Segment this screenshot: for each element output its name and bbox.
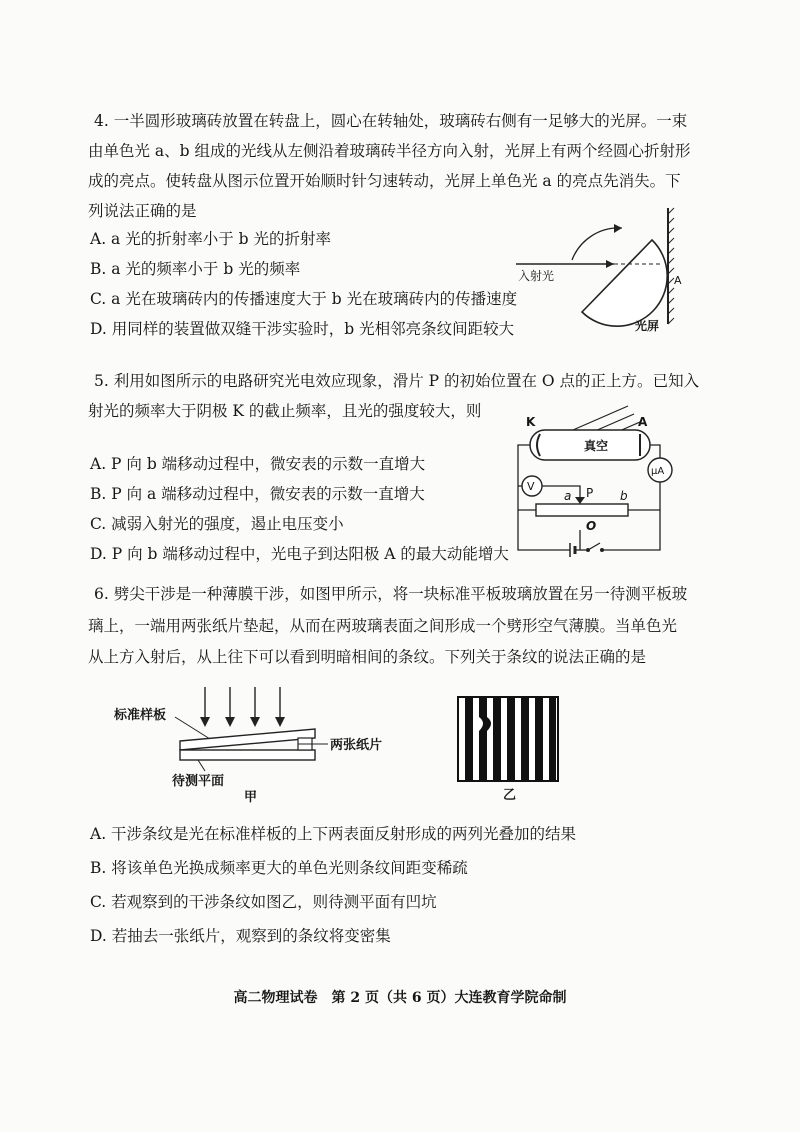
question-6-option-d: D. 若抽去一张纸片，观察到的条纹将变密集 [90,927,391,945]
question-5-option-d: D. P 向 b 端移动过程中，光电子到达阳极 A 的最大动能增大 [90,545,509,563]
q5-circuit-figure [500,400,680,565]
incident-arrows [205,687,280,725]
arrowheads-icon [200,717,285,727]
slider-p [575,497,585,504]
page-footer: 高二物理试卷 第 2 页（共 6 页）大连教育学院命制 [233,990,567,1006]
switch-lever [588,543,600,550]
q6-figure-b [455,695,565,805]
question-4-line-1: 4. 一半圆形玻璃砖放置在转盘上，圆心在转轴处，玻璃砖右侧有一足够大的光屏。一束 [94,112,688,130]
question-6-line-2: 璃上，一端用两张纸片垫起，从而在两玻璃表面之间形成一个劈形空气薄膜。当单色光 [88,617,678,635]
center-o-label: O [586,519,597,533]
rheostat [536,504,628,516]
question-6-line-1: 6. 劈尖干涉是一种薄膜干涉，如图甲所示，将一块标准平板玻璃放置在另一待测平板玻 [94,585,688,603]
figure-a-caption: 甲 [244,790,258,805]
end-b-label: b [620,489,628,503]
figure-b-caption: 乙 [503,788,517,803]
anode-label: A [638,415,648,429]
test-surface-leader [198,760,205,771]
paper-label: 两张纸片 [330,738,383,753]
vacuum-label: 真空 [584,439,609,453]
test-plate [180,750,315,760]
question-6-option-b: B. 将该单色光换成频率更大的单色光则条纹间距变稀疏 [90,859,468,877]
question-4-option-a: A. a 光的折射率小于 b 光的折射率 [90,230,331,248]
incident-light-label: 入射光 [518,269,555,283]
question-5-line-2: 射光的频率大于阴极 K 的截止频率，且光的强度较大，则 [88,402,482,420]
standard-plate [180,729,315,750]
slider-label: P [586,486,594,500]
question-4-option-d: D. 用同样的装置做双缝干涉实验时，b 光相邻亮条纹间距较大 [90,320,515,338]
question-5-line-1: 5. 利用如图所示的电路研究光电效应现象，滑片 P 的初始位置在 O 点的正上方。已知入 [94,372,700,390]
rotation-arc [572,228,622,260]
question-5-option-b: B. P 向 a 端移动过程中，微安表的示数一直增大 [90,485,425,503]
question-4-line-3: 成的亮点。使转盘从图示位置开始顺时针匀速转动，光屏上单色光 a 的亮点先消失。下 [88,172,681,190]
question-6-option-c: C. 若观察到的干涉条纹如图乙，则待测平面有凹坑 [90,893,437,911]
standard-plate-label: 标准样板 [114,708,167,723]
q4-figure [510,200,700,340]
rotation-arrow-icon [614,224,622,233]
screen-point-label: A [674,274,682,287]
question-4-line-2: 由单色光 a、b 组成的光线从左侧沿着玻璃砖半径方向入射，光屏上有两个经圆心折射形 [88,142,691,160]
screen-label: 光屏 [635,319,660,333]
question-4-option-c: C. a 光在玻璃砖内的传播速度大于 b 光在玻璃砖内的传播速度 [90,290,518,308]
question-5-option-c: C. 减弱入射光的强度，遏止电压变小 [90,515,344,533]
question-4-line-4: 列说法正确的是 [88,202,197,220]
microammeter-label: μA [651,466,665,477]
glass-brick-shape [582,240,667,326]
end-a-label: a [564,489,572,503]
question-6-option-a: A. 干涉条纹是光在标准样板的上下两表面反射形成的两列光叠加的结果 [90,825,577,843]
cathode-label: K [526,415,536,429]
q6-figure-a [110,685,410,805]
ray-arrow-icon [606,260,614,268]
voltmeter-label: V [527,480,535,493]
switch-contact-2 [600,548,604,552]
question-5-option-a: A. P 向 b 端移动过程中，微安表的示数一直增大 [90,455,426,473]
test-surface-label: 待测平面 [172,774,225,789]
question-4-option-b: B. a 光的频率小于 b 光的频率 [90,260,301,278]
question-6-line-3: 从上方入射后，从上往下可以看到明暗相间的条纹。下列关于条纹的说法正确的是 [88,648,647,666]
